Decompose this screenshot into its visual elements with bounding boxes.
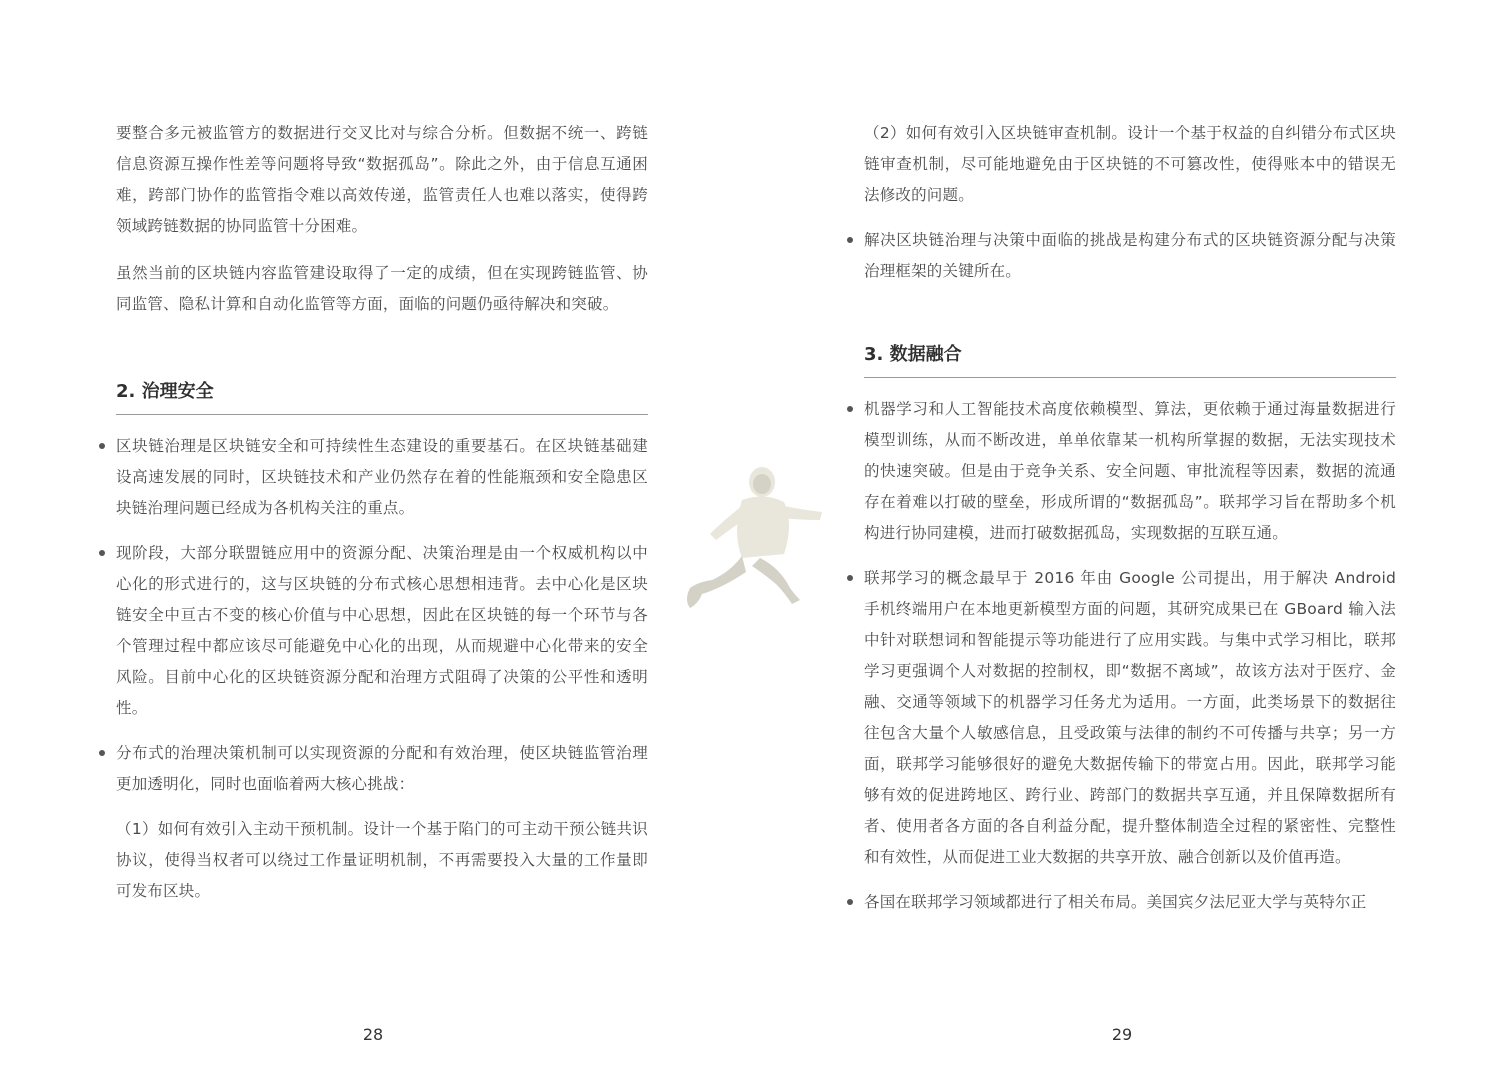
- left-page: [0, 0, 747, 1080]
- bullet-dot-icon: [847, 406, 853, 412]
- bullet-text: 分布式的治理决策机制可以实现资源的分配和有效治理，使区块链监管治理更加透明化，同时也面临着两大核心挑战：: [116, 744, 648, 793]
- running-person-watermark-icon: [672, 462, 832, 622]
- section-heading-data-fusion: 3. 数据融合: [864, 341, 1396, 378]
- bullet-text: 解决区块链治理与决策中面临的挑战是构建分布式的区块链资源分配与决策治理框架的关键所在。: [864, 231, 1396, 280]
- bullet-dot-icon: [847, 575, 853, 581]
- bullet-item: [864, 563, 1396, 873]
- paragraph: 要整合多元被监管方的数据进行交叉比对与综合分析。但数据不统一、跨链信息资源互操作性差等问题将导致“数据孤岛”。除此之外，由于信息互通困难，跨部门协作的监管指令难以高效传递，监管责任人也难以落实，使得跨领域跨链数据的协同监管十分困难。: [116, 124, 648, 235]
- bullet-text: 机器学习和人工智能技术高度依赖模型、算法，更依赖于通过海量数据进行模型训练，从而不断改进，单单依靠某一机构所掌握的数据，无法实现技术的快速突破。但是由于竞争关系、安全问题、审批流程等因素，数据的流通存在着难以打破的壁垒，形成所谓的“数据孤岛”。联邦学习旨在帮助多个机构进行协同建模，进而打破数据孤岛，实现数据的互联互通。: [864, 400, 1396, 542]
- bullet-item: [864, 394, 1396, 549]
- bullet-item: [116, 431, 648, 524]
- sub-item-text: （1）如何有效引入主动干预机制。设计一个基于陷门的可主动干预公链共识协议，使得当权者可以绕过工作量证明机制，不再需要投入大量的工作量即可发布区块。: [116, 820, 648, 900]
- page-number: 29: [1111, 1025, 1133, 1044]
- bullet-text: 各国在联邦学习领域都进行了相关布局。美国宾夕法尼亚大学与英特尔正: [864, 893, 1367, 911]
- bullet-dot-icon: [99, 750, 105, 756]
- sub-item-text: （2）如何有效引入区块链审查机制。设计一个基于权益的自纠错分布式区块链审查机制，尽可能地避免由于区块链的不可篡改性，使得账本中的错误无法修改的问题。: [864, 124, 1396, 204]
- bullet-item: [116, 738, 648, 800]
- bullet-text: 区块链治理是区块链安全和可持续性生态建设的重要基石。在区块链基础建设高速发展的同时，区块链技术和产业仍然存在着的性能瓶颈和安全隐患区块链治理问题已经成为各机构关注的重点。: [116, 437, 648, 517]
- sub-item: [116, 814, 648, 907]
- bullet-text: 联邦学习的概念最早于 2016 年由 Google 公司提出，用于解决 Android 手机终端用户在本地更新模型方面的问题，其研究成果已在 GBoard 输入法中针对联想词和智能提示等功能进行了应用实践。与集中式学习相比，联邦学习更强调个人对数据的控制权，即“数据不离域”，故该方法对于医疗、金融、交通等领域下的机器学习任务尤为适用。一方面，此类场景下的数据往往包含大量个人敏感信息，且受政策与法律的制约不可传播与共享；另一方面，联邦学习能够很好的避免大数据传输下的带宽占用。因此，联邦学习能够有效的促进跨地区、跨行业、跨部门的数据共享互通，并且保障数据所有者、使用者各方面的各自利益分配，提升整体制造全过程的紧密性、完整性和有效性，从而促进工业大数据的共享开放、融合创新以及价值再造。: [864, 569, 1396, 866]
- bullet-item: [864, 225, 1396, 287]
- left-text-column: [116, 118, 648, 921]
- page-number: 28: [362, 1025, 384, 1044]
- bullet-dot-icon: [847, 237, 853, 243]
- bullet-dot-icon: [847, 899, 853, 905]
- bullet-text: 现阶段，大部分联盟链应用中的资源分配、决策治理是由一个权威机构以中心化的形式进行的，这与区块链的分布式核心思想相违背。去中心化是区块链安全中亘古不变的核心价值与中心思想，因此在区块链的每一个环节与各个管理过程中都应该尽可能避免中心化的出现，从而规避中心化带来的安全风险。目前中心化的区块链资源分配和治理方式阻碍了决策的公平性和透明性。: [116, 544, 648, 717]
- sub-item: [864, 118, 1396, 211]
- right-text-column: [864, 118, 1396, 932]
- right-page: [747, 0, 1495, 1080]
- bullet-item: [116, 538, 648, 724]
- paragraph: 虽然当前的区块链内容监管建设取得了一定的成绩，但在实现跨链监管、协同监管、隐私计算和自动化监管等方面，面临的问题仍亟待解决和突破。: [116, 264, 648, 313]
- bullet-item: [864, 887, 1396, 918]
- section-heading-governance-security: 2. 治理安全: [116, 378, 648, 415]
- bullet-dot-icon: [99, 443, 105, 449]
- bullet-dot-icon: [99, 550, 105, 556]
